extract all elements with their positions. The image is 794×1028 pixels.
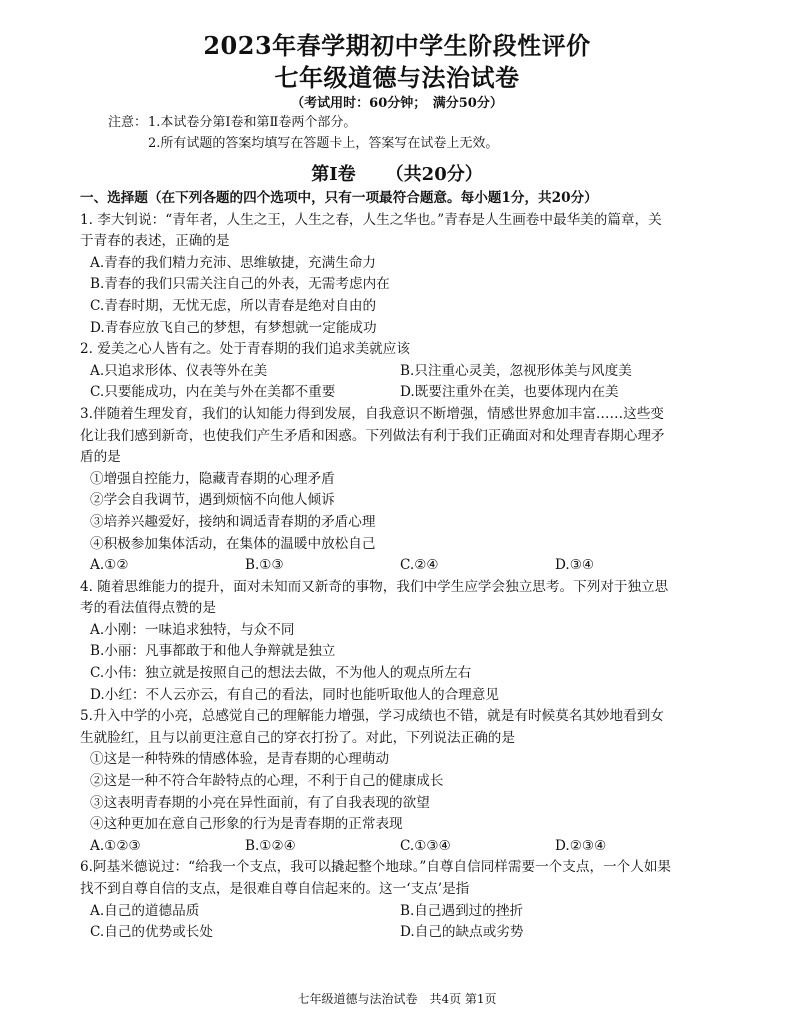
- question-3: [80, 404, 760, 577]
- option-b: B.①③: [245, 557, 284, 574]
- option-b: B.只注重心灵美，忽视形体美与风度美: [400, 362, 632, 379]
- option-b: B.青春的我们只需关注自己的外表，无需考虑内在: [90, 276, 390, 293]
- question-stem: 考的看法值得点赞的是: [80, 600, 216, 617]
- statement: ④积极参加集体活动，在集体的温暖中放松自己: [90, 535, 376, 552]
- question-6: [80, 857, 760, 943]
- exam-title-line2: 七年级道德与法治试卷: [274, 63, 520, 92]
- question-stem: 5.升入中学的小亮，总感觉自己的理解能力增强，学习成绩也不错，就是有时候莫名其妙地看到女: [80, 708, 664, 725]
- option-c: C.青春时期，无忧无虑，所以青春是绝对自由的: [90, 297, 377, 314]
- question-stem: 3.伴随着生理发育，我们的认知能力得到发展，自我意识不断增强，情感世界愈加丰富……这些变: [80, 405, 664, 422]
- statement: ①增强自控能力，隐藏青春期的心理矛盾: [90, 470, 335, 487]
- option-d: D.自己的缺点或劣势: [400, 924, 524, 941]
- question-stem: 4. 随着思维能力的提升，面对未知而又新奇的事物，我们中学生应学会独立思考。下列对于独立思: [80, 578, 669, 595]
- question-4: [80, 577, 760, 707]
- option-row: [80, 555, 760, 577]
- question-1: [80, 210, 760, 340]
- option-b: B.自己遇到过的挫折: [400, 902, 524, 919]
- page-footer: 七年级道德与法治试卷 共4页 第1页: [297, 992, 497, 1006]
- notes-block: [108, 112, 498, 154]
- part-heading: 一、选择题（在下列各题的四个选项中，只有一项最符合题意。每小题1分，共20分）: [80, 190, 598, 206]
- option-a: A.小刚：一味追求独特，与众不同: [90, 621, 295, 638]
- option-b: B.小丽：凡事都敢于和他人争辩就是独立: [90, 643, 336, 660]
- option-a: A.①②③: [90, 837, 141, 854]
- notes-item: 1.本试卷分第Ⅰ卷和第Ⅱ卷两个部分。: [148, 115, 357, 130]
- option-d: D.小红：不人云亦云，有自己的看法，同时也能听取他人的合理意见: [90, 686, 499, 703]
- notes-item: 2.所有试题的答案均填写在答题卡上，答案写在试卷上无效。: [148, 136, 499, 151]
- option-c: C.①③④: [400, 837, 451, 854]
- statement: ②学会自我调节，遇到烦恼不向他人倾诉: [90, 492, 335, 509]
- questions-content: [80, 188, 760, 944]
- question-stem: 于青春的表述，正确的是: [80, 233, 230, 250]
- option-row: [80, 836, 760, 858]
- notes-row: [108, 112, 498, 133]
- section-name: 第Ⅰ卷: [311, 164, 356, 185]
- option-row: [80, 901, 760, 923]
- option-a: A.青春的我们精力充沛、思维敏捷，充满生命力: [90, 254, 377, 271]
- statement: ①这是一种特殊的情感体验，是青春期的心理萌动: [90, 751, 390, 768]
- statement: ②这是一种不符合年龄特点的心理，不利于自己的健康成长: [90, 773, 444, 790]
- option-a: A.①②: [90, 557, 129, 574]
- question-stem: 生就脸红，且与以前更注意自己的穿衣打扮了。对此，下列说法正确的是: [80, 729, 515, 746]
- option-d: D.③④: [555, 557, 595, 574]
- exam-info: （考试用时：60分钟； 满分50分）: [291, 96, 503, 111]
- option-c: C.②④: [400, 557, 439, 574]
- question-stem: 6.阿基米德说过：“给我一个支点，我可以撬起整个地球。”自尊自信同样需要一个支点，一个人如果: [80, 859, 672, 876]
- exam-title-line1: 2023年春学期初中学生阶段性评价: [203, 31, 591, 60]
- option-row: [80, 922, 760, 944]
- option-row: [80, 382, 760, 404]
- option-b: B.①②④: [245, 837, 296, 854]
- question-stem: 盾的是: [80, 449, 121, 466]
- option-d: D.青春应放飞自己的梦想，有梦想就一定能成功: [90, 319, 377, 336]
- notes-label: 注意：: [108, 115, 148, 130]
- option-c: C.自己的优势或长处: [90, 924, 213, 941]
- question-stem: 化让我们感到新奇，也使我们产生矛盾和困惑。下列做法有利于我们正确面对和处理青春期心理矛: [80, 427, 665, 444]
- question-2: [80, 339, 760, 404]
- option-a: A.自己的道德品质: [90, 902, 200, 919]
- question-stem: 1. 李大钊说：“青年者，人生之王，人生之春，人生之华也。”青春是人生画卷中最华美的篇章，关: [80, 211, 662, 228]
- question-5: [80, 706, 760, 857]
- statement: ③培养兴趣爱好，接纳和调适青春期的矛盾心理: [90, 513, 376, 530]
- notes-row: [108, 133, 498, 154]
- option-c: C.小伟：独立就是按照自己的想法去做，不为他人的观点所左右: [90, 665, 472, 682]
- option-d: D.②③④: [555, 837, 607, 854]
- question-stem: 2. 爱美之心人皆有之。处于青春期的我们追求美就应该: [80, 341, 410, 358]
- option-d: D.既要注重外在美，也要体现内在美: [400, 384, 619, 401]
- option-row: [80, 361, 760, 383]
- statement: ④这种更加在意自己形象的行为是青春期的正常表现: [90, 816, 403, 833]
- section-score: （共20分）: [385, 164, 483, 185]
- section-title: [0, 160, 794, 186]
- statement: ③这表明青春期的小亮在异性面前，有了自我表现的欲望: [90, 794, 430, 811]
- option-a: A.只追求形体、仪表等外在美: [90, 362, 268, 379]
- question-stem: 找不到自尊自信的支点，是很难自尊自信起来的。这一‘支点’是指: [80, 881, 470, 897]
- option-c: C.只要能成功，内在美与外在美都不重要: [90, 384, 336, 401]
